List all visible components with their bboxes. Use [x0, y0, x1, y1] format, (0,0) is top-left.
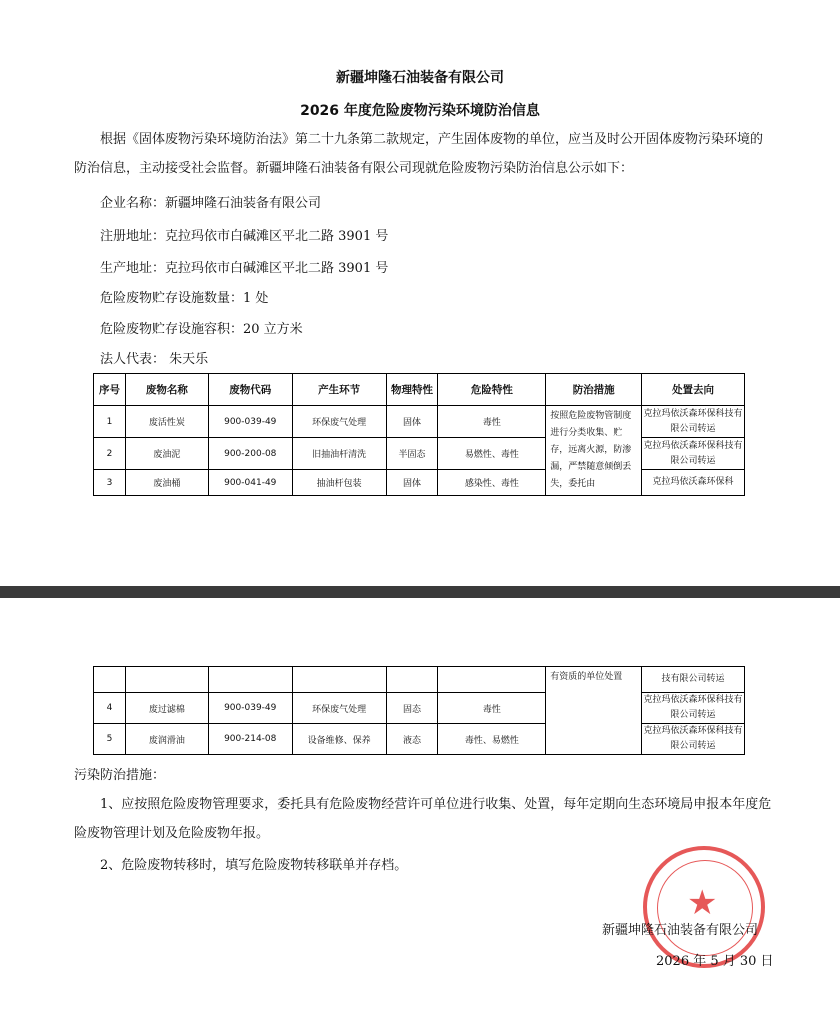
signature-date: 2026 年 5 月 30 日: [656, 954, 774, 969]
cell-hazard: 毒性: [438, 406, 546, 438]
cell-no: 3: [94, 470, 126, 496]
hazardous-waste-table: [93, 373, 745, 496]
cell-stage: 设备维修、保养: [292, 724, 386, 755]
cell-name: 废过滤棉: [125, 693, 208, 724]
cell-destination: 克拉玛依沃森环保科: [642, 470, 745, 496]
document-title: 2026 年度危险废物污染环境防治信息: [300, 103, 540, 119]
table-row: [94, 406, 745, 438]
cell-form: 液态: [386, 724, 438, 755]
table-header-row: [94, 374, 745, 406]
cell-hazard: 易燃性、毒性: [438, 438, 546, 470]
cell-measures: 按照危险废物管制度进行分类收集、贮存，远离火源，防渗漏，严禁随意倾倒丢失，委托由: [546, 406, 642, 496]
signature-company: 新疆坤隆石油装备有限公司: [602, 923, 759, 938]
cell-name: 废润滑油: [125, 724, 208, 755]
table-row: [94, 693, 745, 724]
page-separator: [0, 586, 840, 598]
company-name-line: 企业名称：新疆坤隆石油装备有限公司: [100, 196, 322, 211]
cell-no: 2: [94, 438, 126, 470]
header-hazard: 危险特性: [438, 374, 546, 406]
cell-stage: 旧抽油杆清洗: [292, 438, 386, 470]
cell-destination: 克拉玛依沃森环保科技有限公司转运: [642, 438, 745, 470]
cell-code: 900-214-08: [208, 724, 292, 755]
table-row: [94, 667, 745, 693]
storage-volume-line: 危险废物贮存设施容积：20 立方米: [100, 322, 303, 337]
legal-representative-line: 法人代表： 朱天乐: [100, 352, 209, 367]
document-page-2: [0, 598, 840, 1018]
cell-destination: 克拉玛依沃森环保科技有限公司转运: [642, 724, 745, 755]
cell-name: 废油泥: [125, 438, 208, 470]
table-row: [94, 438, 745, 470]
star-icon: ★: [687, 883, 718, 923]
table-row: [94, 470, 745, 496]
cell-no: 1: [94, 406, 126, 438]
table-row: [94, 724, 745, 755]
company-title: 新疆坤隆石油装备有限公司: [336, 70, 504, 86]
storage-count-line: 危险废物贮存设施数量：1 处: [100, 291, 269, 306]
intro-paragraph: 根据《固体废物污染环境防治法》第二十九条第二款规定，产生固体废物的单位，应当及时公开固体废物污染环境的防治信息，主动接受社会监督。新疆坤隆石油装备有限公司现就危险废物污染防治信息公示如下：: [74, 132, 764, 176]
registered-address-line: 注册地址：克拉玛依市白碱滩区平北二路 3901 号: [100, 229, 389, 244]
cell-destination: 克拉玛依沃森环保科技有限公司转运: [642, 693, 745, 724]
header-stage: 产生环节: [292, 374, 386, 406]
cell-measures: 有资质的单位处置: [546, 667, 642, 755]
cell-no: 4: [94, 693, 126, 724]
measures-item-1: 1、应按照危险废物管理要求，委托具有危险废物经营许可单位进行收集、处置，每年定期向生态环境局申报本年度危险废物管理计划及危险废物年报。: [74, 797, 772, 841]
header-destination: 处置去向: [642, 374, 745, 406]
cell-destination: 技有限公司转运: [642, 667, 745, 693]
cell-name: 废油桶: [125, 470, 208, 496]
cell-form: 固体: [386, 470, 438, 496]
cell-code: 900-039-49: [208, 406, 292, 438]
cell-hazard: 毒性: [438, 693, 546, 724]
hazardous-waste-table-continued: [93, 666, 745, 755]
header-form: 物理特性: [386, 374, 438, 406]
cell-hazard: 感染性、毒性: [438, 470, 546, 496]
cell-stage: 抽油杆包装: [292, 470, 386, 496]
cell-form: 半固态: [386, 438, 438, 470]
cell-stage: 环保废气处理: [292, 693, 386, 724]
cell-name: 废活性炭: [125, 406, 208, 438]
cell-code: 900-041-49: [208, 470, 292, 496]
header-name: 废物名称: [125, 374, 208, 406]
header-measures: 防治措施: [546, 374, 642, 406]
cell-stage: 环保废气处理: [292, 406, 386, 438]
measures-heading: 污染防治措施：: [74, 768, 166, 783]
production-address-line: 生产地址：克拉玛依市白碱滩区平北二路 3901 号: [100, 261, 389, 276]
cell-destination: 克拉玛依沃森环保科技有限公司转运: [642, 406, 745, 438]
cell-form: 固体: [386, 406, 438, 438]
header-no: 序号: [94, 374, 126, 406]
cell-form: 固态: [386, 693, 438, 724]
cell-hazard: 毒性、易燃性: [438, 724, 546, 755]
header-code: 废物代码: [208, 374, 292, 406]
cell-no: 5: [94, 724, 126, 755]
cell-code: 900-039-49: [208, 693, 292, 724]
measures-item-2: 2、危险废物转移时，填写危险废物转移联单并存档。: [100, 858, 408, 873]
cell-code: 900-200-08: [208, 438, 292, 470]
